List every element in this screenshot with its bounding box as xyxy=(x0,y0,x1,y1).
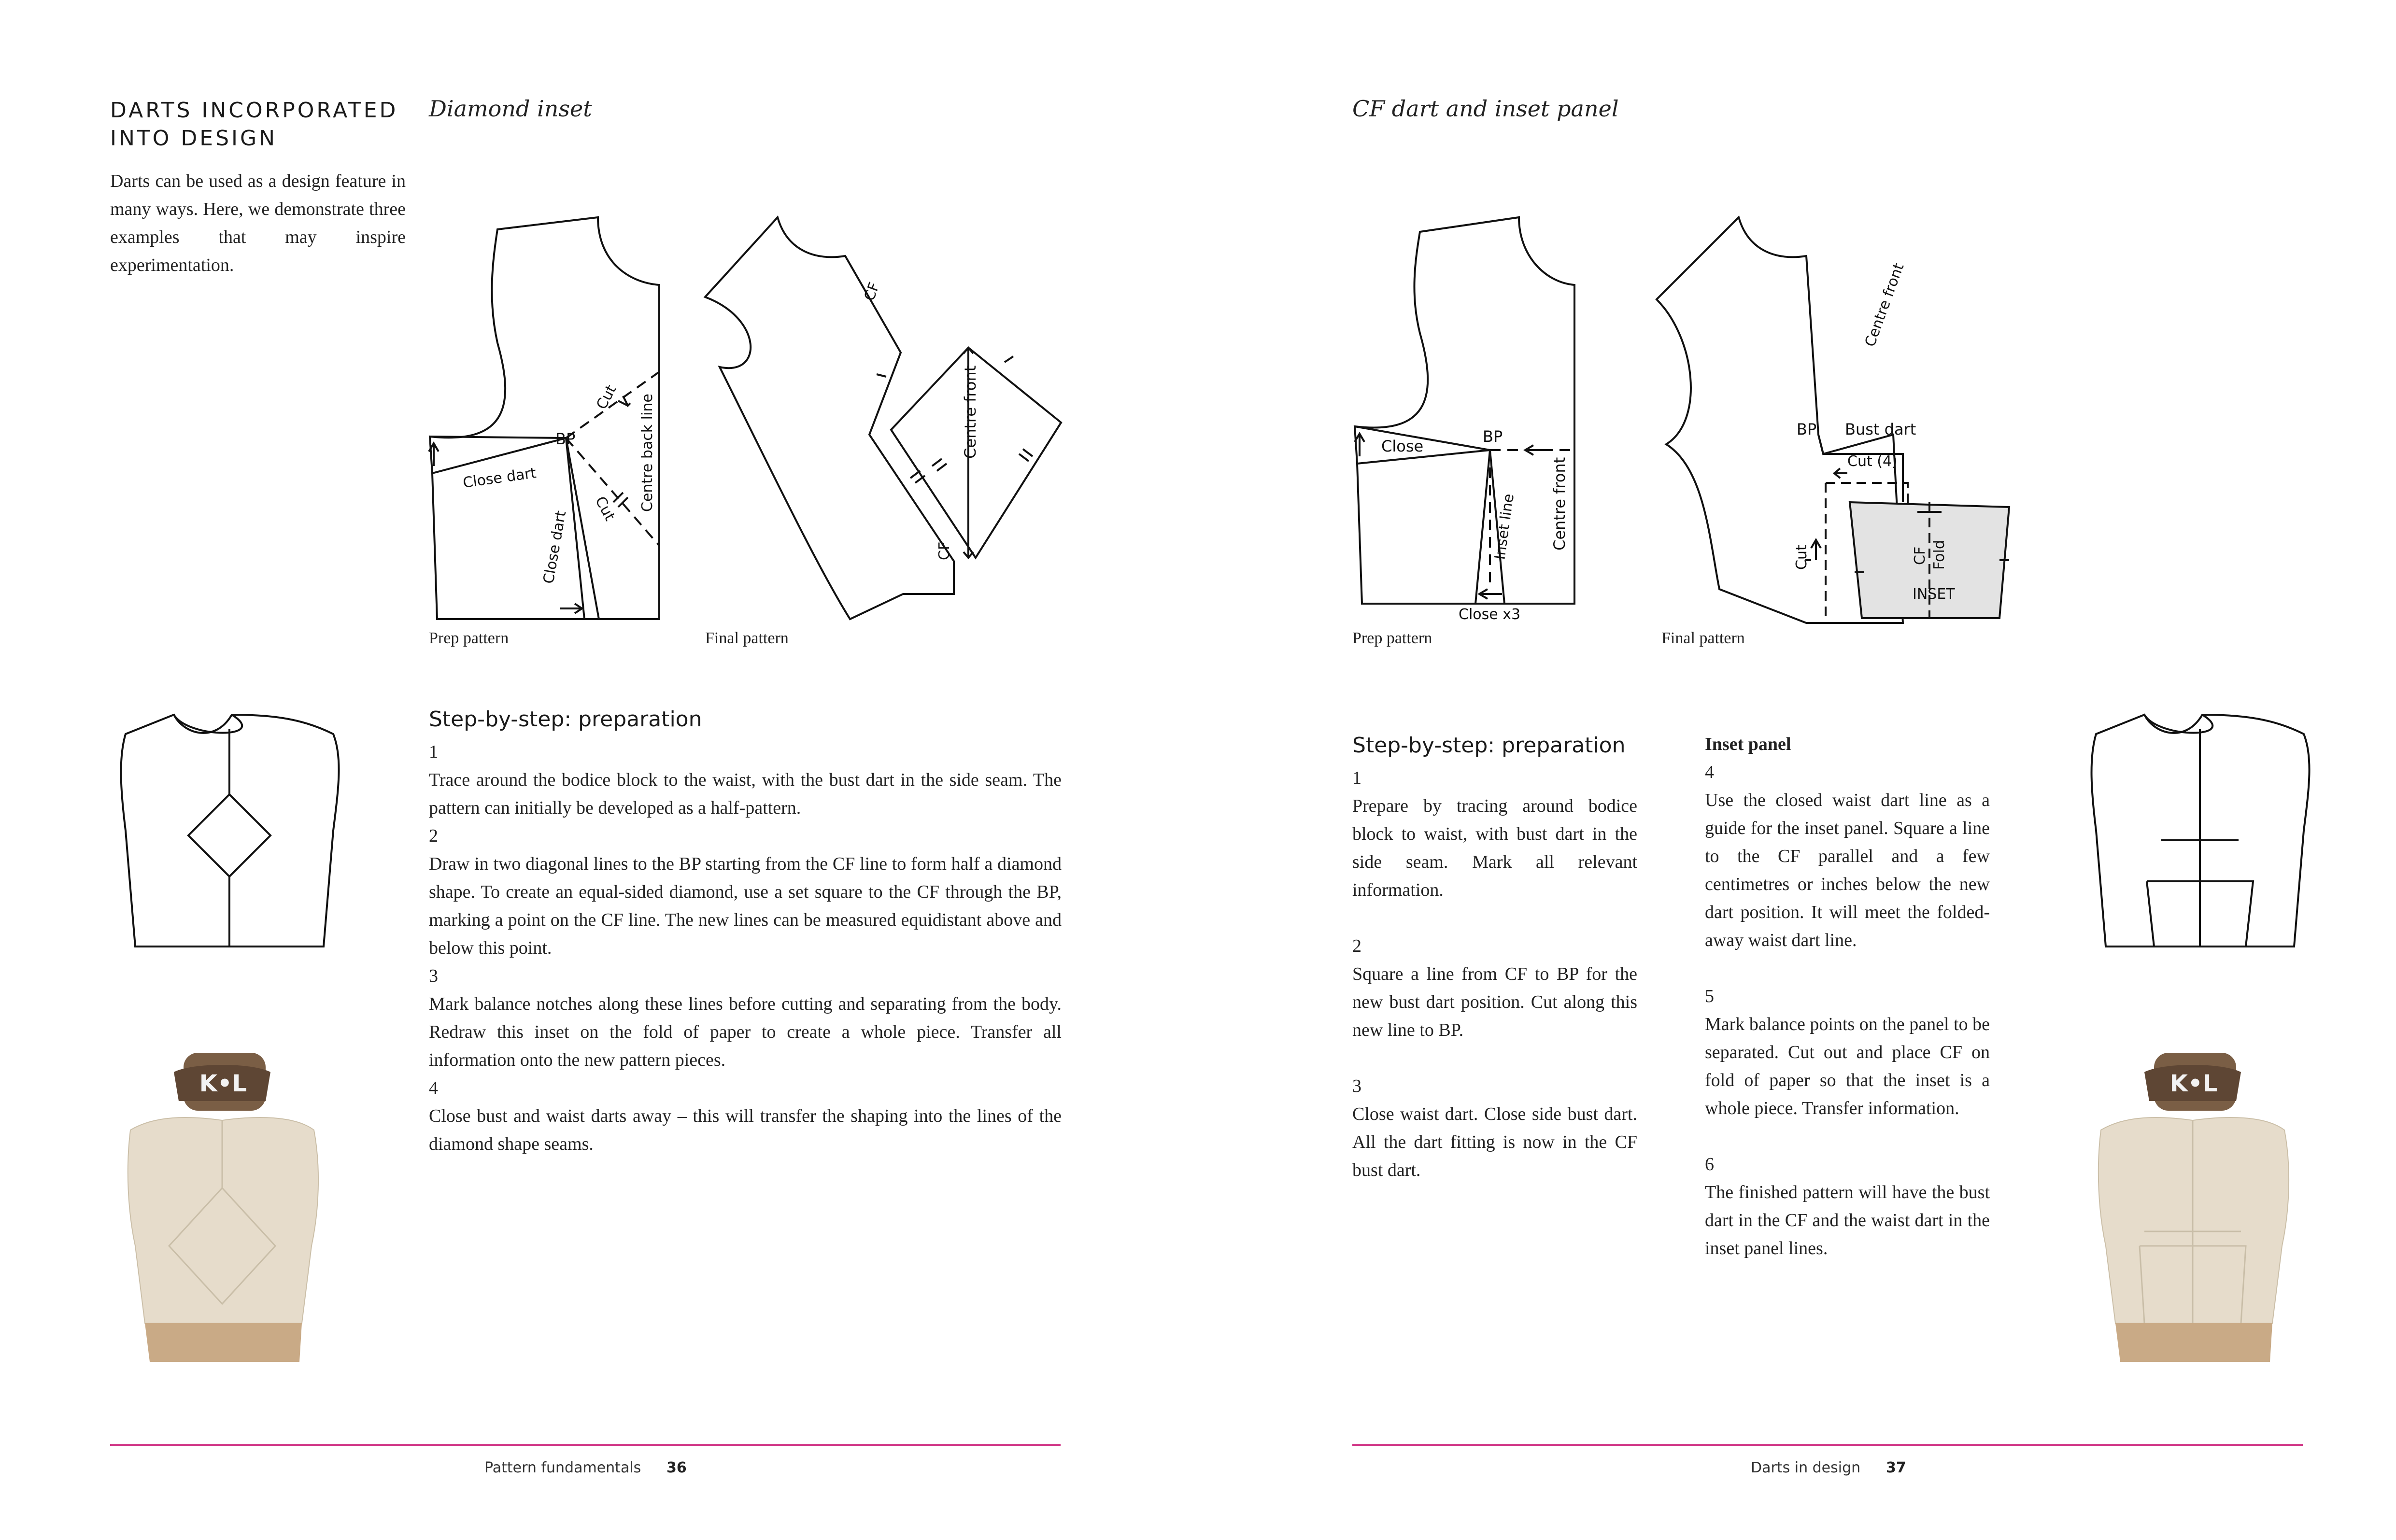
subtitle-cf-dart: CF dart and inset panel xyxy=(1352,96,1619,122)
diamond-bodice-photo xyxy=(111,1043,333,1362)
step-number: 6 xyxy=(1705,1154,1714,1174)
section-title: DARTS INCORPORATED INTO DESIGN xyxy=(110,98,398,151)
step-number: 1 xyxy=(1352,768,1361,788)
step-text: Mark balance points on the panel to be separated. Cut out and place CF on fold of paper so that the inset is a whole piece. Transfer information. xyxy=(1705,1014,1990,1118)
step-text: Mark balance notches along these lines before cutting and separating from the body. Redraw this inset on the fold of paper to create a whole piece. Transfer all information onto the new pattern pieces. xyxy=(429,994,1062,1070)
step-number: 4 xyxy=(1705,762,1714,782)
label-cut-final: Cut xyxy=(1793,545,1810,570)
step-number: 3 xyxy=(1352,1076,1361,1096)
step-text: Draw in two diagonal lines to the BP starting from the CF line to form half a diamond shape. To create an equal-sided diamond, use a set square to the CF through the BP, marking a point on the CF line. The new lines can be measured equidistant above and below this point. xyxy=(429,854,1062,958)
step-text: Close waist dart. Close side bust dart. All the dart fitting is now in the CF bust dart. xyxy=(1352,1104,1637,1180)
cf-dart-final-pattern-diagram xyxy=(1652,203,2024,637)
label-close-dart: Close dart xyxy=(462,464,538,492)
label-bust-dart: Bust dart xyxy=(1845,420,1916,438)
steps-heading-left: Step-by-step: preparation xyxy=(429,707,702,732)
label-centre-front-prep: Centre front xyxy=(1550,457,1569,551)
steps-list-right-col1 xyxy=(1352,764,1637,1184)
logo-photo-right: K•L xyxy=(2169,1070,2218,1097)
label-centre-back-line: Centre back line xyxy=(639,394,656,512)
step-number: 4 xyxy=(429,1078,438,1098)
footer-rule-left xyxy=(110,1444,1061,1446)
footer-page-number-right: 37 xyxy=(1886,1459,1906,1476)
label-inset: INSET xyxy=(1913,586,1955,603)
step-text: Square a line from CF to BP for the new bust dart position. Cut along this new line to BP. xyxy=(1352,964,1637,1040)
step-number: 2 xyxy=(429,826,438,846)
caption-final-pattern-right: Final pattern xyxy=(1661,629,1745,647)
label-cf-bottom: CF xyxy=(936,541,953,560)
step-text: Close bust and waist darts away – this will transfer the shaping into the lines of the diamond shape seams. xyxy=(429,1106,1062,1154)
step-number: 2 xyxy=(1352,936,1361,956)
footer-label-right: Darts in design xyxy=(1751,1459,1861,1476)
label-centre-front-final: Centre front xyxy=(1861,261,1908,349)
inset-panel-bodice-sketch xyxy=(2082,705,2318,956)
intro-text: Darts can be used as a design feature in many ways. Here, we demonstrate three examples that may inspire experimentation. xyxy=(110,171,406,275)
label-centre-front: Centre front xyxy=(961,365,979,459)
step-text: Trace around the bodice block to the waist, with the bust dart in the side seam. The pattern can initially be developed as a half-pattern. xyxy=(429,770,1062,818)
caption-final-pattern-left: Final pattern xyxy=(705,629,789,647)
label-cut-4: Cut (4) xyxy=(1847,453,1898,470)
steps-list-left xyxy=(429,738,1062,1158)
steps-list-right-col2 xyxy=(1705,730,1990,1262)
label-close-dart-vertical: Close dart xyxy=(540,509,570,585)
label-cut-lower: Cut xyxy=(591,494,619,524)
step-text: The finished pattern will have the bust dart in the CF and the waist dart in the inset panel lines. xyxy=(1705,1182,1990,1258)
step-number: 3 xyxy=(429,966,438,986)
diamond-final-pattern-diagram xyxy=(691,203,1077,637)
step-text: Prepare by tracing around bodice block to waist, with bust dart in the side seam. Mark all relevant information. xyxy=(1352,796,1637,900)
label-close: Close xyxy=(1381,437,1424,455)
step-number: 1 xyxy=(429,742,438,762)
cf-dart-prep-pattern-diagram xyxy=(1343,203,1594,637)
logo-photo-left: K•L xyxy=(199,1070,247,1097)
label-close-x3: Close x3 xyxy=(1459,606,1521,623)
inset-panel-heading: Inset panel xyxy=(1705,734,1791,754)
step-text: Use the closed waist dart line as a guide for the inset panel. Square a line to the CF parallel and a few centimetres or inches below the new dart position. It will meet the folded-away waist dart line. xyxy=(1705,790,1990,950)
caption-prep-pattern-left: Prep pattern xyxy=(429,629,509,647)
footer-label-left: Pattern fundamentals xyxy=(484,1459,641,1476)
step-number: 5 xyxy=(1705,986,1714,1006)
label-bp: BP xyxy=(555,430,576,448)
label-bp-right: BP xyxy=(1483,427,1503,446)
label-cut: Cut xyxy=(593,382,620,412)
footer-page-number-left: 36 xyxy=(666,1459,687,1476)
diamond-prep-pattern-diagram xyxy=(415,203,676,637)
label-fold: Fold xyxy=(1931,540,1948,570)
label-cf-top: CF xyxy=(861,280,883,303)
footer-rule-right xyxy=(1352,1444,2303,1446)
label-cf-inset: CF xyxy=(1912,546,1928,565)
label-bp-final: BP xyxy=(1797,420,1817,438)
caption-prep-pattern-right: Prep pattern xyxy=(1352,629,1432,647)
diamond-bodice-sketch xyxy=(111,705,348,956)
inset-panel-bodice-photo xyxy=(2082,1043,2304,1362)
steps-heading-right: Step-by-step: preparation xyxy=(1352,733,1626,758)
subtitle-diamond-inset: Diamond inset xyxy=(429,96,592,122)
label-inset-line: Inset line xyxy=(1491,493,1518,561)
